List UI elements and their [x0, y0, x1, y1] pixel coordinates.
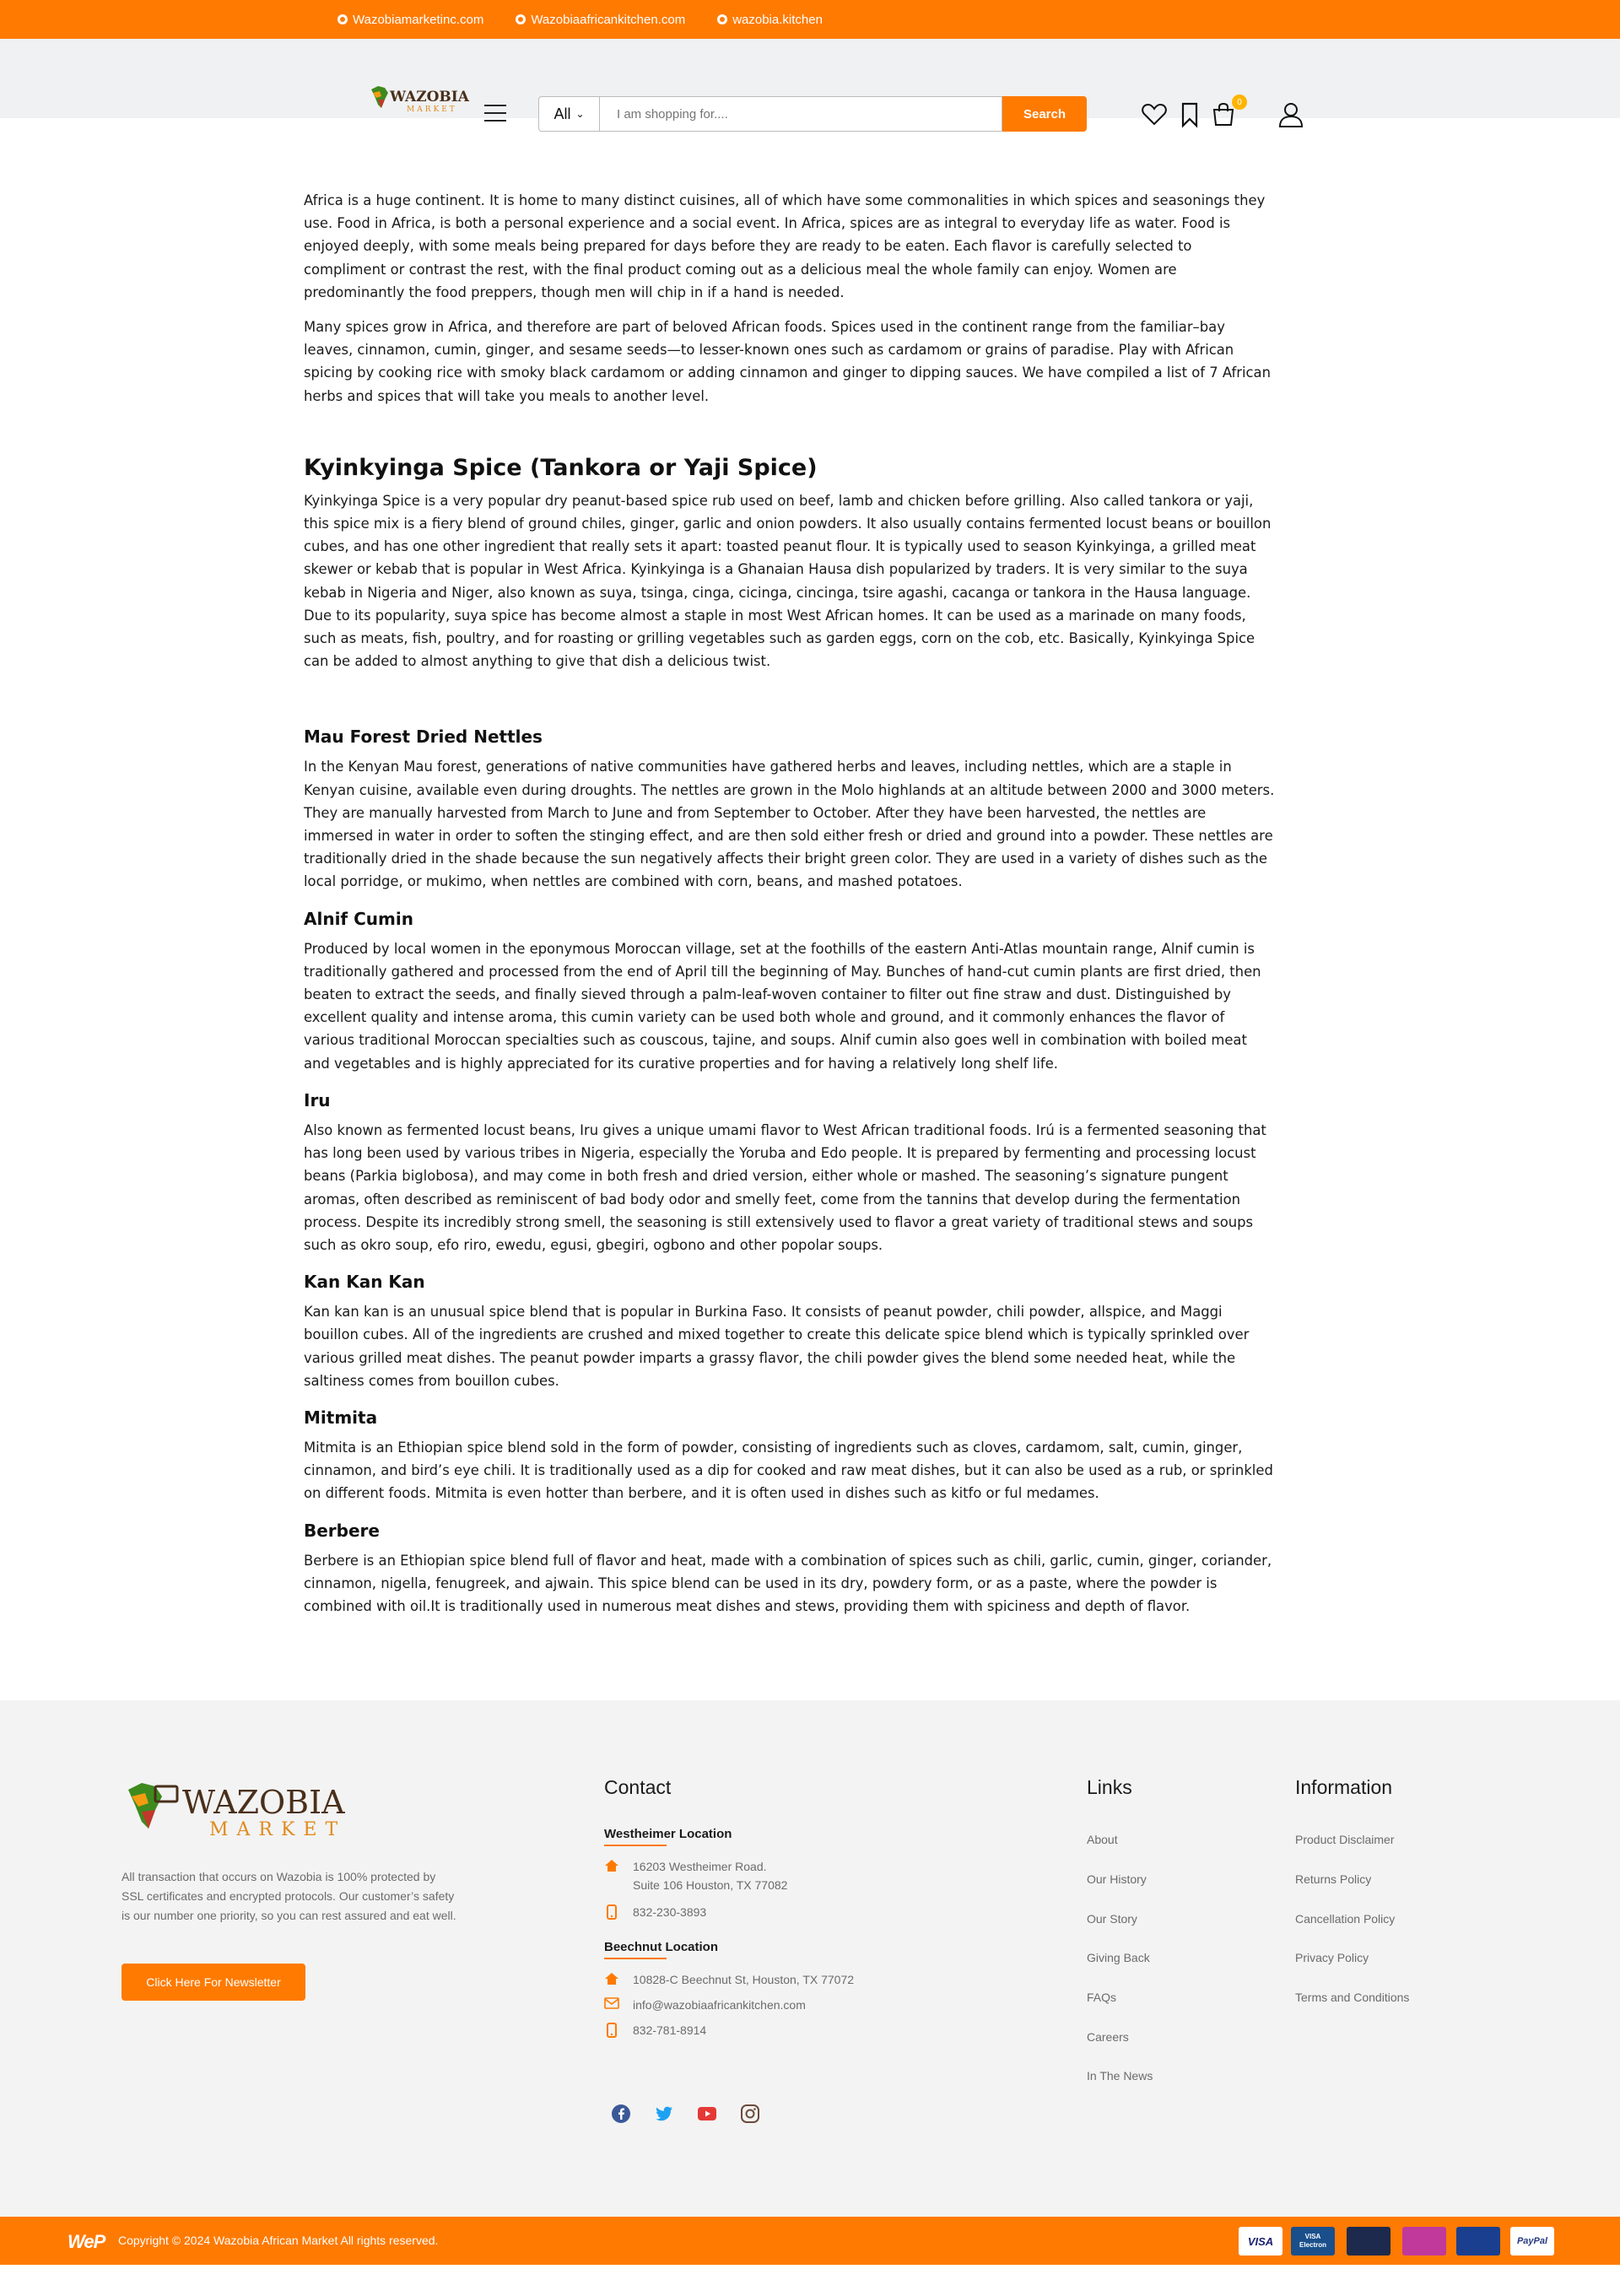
footer-link-product-disclaimer[interactable]: Product Disclaimer — [1295, 1833, 1395, 1847]
site-footer — [0, 1700, 1620, 2217]
twitter-icon[interactable] — [654, 2104, 674, 2124]
site-link-1[interactable]: Wazobiamarketinc.com — [338, 13, 483, 27]
wazobia-logo[interactable] — [368, 83, 486, 116]
top-bar — [0, 0, 1620, 39]
article — [304, 118, 1276, 1618]
home-icon — [604, 1970, 619, 1989]
email-link[interactable]: info@wazobiaafricankitchen.com — [604, 1996, 806, 2014]
main-heading: Kyinkyinga Spice (Tankora or Yaji Spice) — [304, 454, 818, 481]
phone-icon — [604, 1903, 619, 1921]
wep-logo: WeP — [68, 2231, 105, 2253]
westheimer-phone[interactable]: 832-230-3893 — [604, 1903, 706, 1921]
section-heading-mitmita: Mitmita — [304, 1407, 378, 1428]
mastercard-payment-icon — [1347, 2227, 1390, 2255]
section-heading-nettles: Mau Forest Dried Nettles — [304, 727, 543, 748]
paypal-payment-icon: PayPal — [1510, 2227, 1554, 2255]
svg-text:MARKET: MARKET — [407, 105, 457, 114]
kyinkyinga-paragraph: Kyinkyinga Spice is a very popular dry peanut-based spice rub used on beef, lamb and chicken before grilling. Also called tankora or yaji, this spice mix is a fiery blend of ground chiles, ginger, garlic and onion powders. It also usually contains fermented locust beans or bouillon cubes, and has one other ingredient that really sets it apart: toasted peanut flour. It is typically used to season Kyinkyinga, a grilled meat skewer or kebab that is popular in West Africa. Kyinkyinga is a Ghanaian Hausa dish popularized by traders. It is very similar to the suya kebab in Nigeria and Niger, also known as suya, tsinga, cinga, cicinga, cincinga, tsire agashi, cacanga or tankora in the Hausa language. Due to its popularity, suya spice has become almost a staple in most West African homes. It can be used as a marinade on many foods, such as meats, fish, poultry, and for roasting or grilling vegetables such as garden eggs, corn on the cob, etc. Basically, Kyinkyinga Spice can be added to almost anything to give that dish a delicious twist. — [304, 492, 1272, 670]
footer-link-privacy-policy[interactable]: Privacy Policy — [1295, 1951, 1369, 1965]
svg-text:MARKET: MARKET — [209, 1819, 347, 1841]
footer-link-careers[interactable]: Careers — [1087, 2030, 1129, 2045]
section-text-berbere: Berbere is an Ethiopian spice blend full of flavor and heat, made with a combination of spices such as chili, garlic, cumin, ginger, coriander, cinnamon, nigella, fenugreek, and ajwain. This spice blend can be used in its dry, powdery form, or as a paste, where the powder is combined with oil.It is traditionally used in numerous meat dishes and stews, providing them with spiciness and depth of flavor. — [304, 1552, 1272, 1614]
svg-text:WAZOBIA: WAZOBIA — [390, 89, 469, 105]
beechnut-phone[interactable]: 832-781-8914 — [604, 2021, 706, 2039]
youtube-icon[interactable] — [697, 2104, 717, 2124]
footer-link-about[interactable]: About — [1087, 1833, 1118, 1847]
section-heading-kan-kan-kan: Kan Kan Kan — [304, 1272, 425, 1293]
newsletter-button[interactable]: Click Here For Newsletter — [122, 1964, 305, 2001]
home-icon — [604, 1857, 619, 1894]
maestro-payment-icon — [1456, 2227, 1500, 2255]
footer-link-faqs[interactable]: FAQs — [1087, 1991, 1117, 2005]
site-header — [0, 39, 1620, 122]
phone-icon — [604, 2021, 619, 2039]
site-link-3[interactable]: wazobia.kitchen — [717, 13, 823, 27]
mail-icon — [604, 1996, 619, 2014]
globe-icon — [338, 14, 348, 24]
svg-text:WAZOBIA: WAZOBIA — [182, 1784, 345, 1822]
site-link-2[interactable]: Wazobiaafricankitchen.com — [516, 13, 685, 27]
footer-link-cancellation-policy[interactable]: Cancellation Policy — [1295, 1912, 1396, 1926]
section-text-alnif-cumin: Produced by local women in the eponymous Moroccan village, set at the foothills of the eastern Anti-Atlas mountain range, Alnif cumin is traditionally gathered and processed from the end of April till the beginning of May. Bunches of hand-cut cumin plants are first dried, then beaten to extract the seeds, and finally sieved through a palm-leaf-woven container to filter out fine straw and dust. Distinguished by excellent quality and intense aroma, this cumin variety can be used both whole and ground, and it commonly enhances the flavor of various traditional Moroccan specialties such as couscous, tajine, and soups. Alnif cumin also goes well in combination with boiled meat and vegetables and is highly appreciated for its curative properties and for having a relatively long shelf life. — [304, 940, 1261, 1072]
section-heading-iru: Iru — [304, 1089, 331, 1110]
visa-payment-icon: VISA — [1239, 2227, 1282, 2255]
maestro-pink-payment-icon — [1402, 2227, 1446, 2255]
intro-paragraph-2: Many spices grow in Africa, and therefore are part of beloved African foods. Spices used in the continent range from the familiar–bay leaves, cinnamon, cumin, ginger, and sesame seeds—to lesser-known ones such as cardamom or grains of paradise. Play with African spicing by cooking rice with smoky black cardamom or adding cinnamon and ginger to dipping sauces. We have compiled a list of 7 African herbs and spices that will take you meals to another level. — [304, 319, 1271, 404]
information-title: Information — [1295, 1776, 1393, 1799]
intro-paragraph-1: Africa is a huge continent. It is home to many distinct cuisines, all of which have some commonalities in which spices and seasonings they use. Food in Africa, is both a personal experience and a social event. In Africa, spices are as integral to everyday life as water. Food is enjoyed deeply, with some meals being prepared for days before they are ready to be eaten. Each flavor is carefully selected to compliment or contrast the rest, with the final product coming out as a delicious meal the whole family can enjoy. Women are predominantly the food preppers, though men will chip in if a hand is needed. — [304, 192, 1266, 300]
section-heading-berbere: Berbere — [304, 1520, 380, 1541]
links-title: Links — [1087, 1776, 1132, 1799]
visa-electron-payment-icon: VISA Electron — [1291, 2227, 1335, 2255]
beechnut-address: 10828-C Beechnut St, Houston, TX 77072 — [604, 1970, 854, 1989]
section-text-mitmita: Mitmita is an Ethiopian spice blend sold in the form of powder, consisting of ingredients such as cloves, cardamom, salt, cumin, ginger, cinnamon, and bird’s eye chili. It is traditionally used as a dip for cooked and raw meat dishes, but it can also be used as a rub, or sprinkled on different foods. Mitmita is even hotter than berbere, and it is often used in dishes such as kitfo or ful medames. — [304, 1439, 1273, 1502]
westheimer-location-title: Westheimer Location — [604, 1827, 732, 1846]
globe-icon — [516, 14, 526, 24]
section-text-nettles: In the Kenyan Mau forest, generations of native communities have gathered herbs and leaves, including nettles, which are a staple in Kenyan cuisine, available even during droughts. The nettles are grown in the Molo highlands at an altitude between 2000 and 3000 meters. They are manually harvested from March to June and from September to October. After they have been harvested, the nettles are immersed in water in order to soften the stinging effect, and are then sold either fresh or dried and ground into a powder. These nettles are traditionally dried in the shade because the sun negatively affects their bright green color. They are used in a variety of dishes such as the local porridge, or mukimo, when nettles are combined with corn, beans, and mashed potatoes. — [304, 759, 1275, 890]
chevron-down-icon: ⌄ — [575, 108, 585, 120]
footer-link-giving-back[interactable]: Giving Back — [1087, 1951, 1150, 1965]
instagram-icon[interactable] — [740, 2104, 760, 2124]
facebook-icon[interactable] — [611, 2104, 631, 2124]
footer-logo[interactable] — [122, 1776, 375, 1844]
footer-link-our-history[interactable]: Our History — [1087, 1872, 1147, 1887]
westheimer-address: 16203 Westheimer Road. Suite 106 Houston, TX 77082 — [604, 1857, 787, 1894]
contact-title: Contact — [604, 1776, 672, 1799]
globe-icon — [717, 14, 727, 24]
footer-link-terms[interactable]: Terms and Conditions — [1295, 1991, 1410, 2005]
cart-count-badge: 0 — [1232, 95, 1247, 110]
copyright-text: Copyright © 2024 Wazobia African Market All rights reserved. — [118, 2234, 439, 2248]
user-icon[interactable] — [1277, 101, 1304, 128]
section-text-iru: Also known as fermented locust beans, Iru gives a unique umami flavor to West African traditional foods. Irú is a fermented seasoning that has long been used by various tribes in Nigeria, especially the Yoruba and Edo people. It is prepared by fermenting and processing locust beans (Parkia biglobosa), and may come in both fresh and dried version, either whole or mashed. The seasoning’s signature pungent aromas, often described as reminiscent of bad body odor and smelly feet, come from the tannins that develop during the fermentation process. Despite its incredibly strong smell, the seasoning is still extensively used to flavor a great variety of traditional stews and soups such as okro soup, efo riro, ewedu, egusi, gbegiri, ogbono and other popolar soups. — [304, 1121, 1266, 1253]
footer-link-returns-policy[interactable]: Returns Policy — [1295, 1872, 1372, 1887]
footer-link-in-the-news[interactable]: In The News — [1087, 2069, 1153, 2083]
category-select[interactable]: All ⌄ — [538, 96, 599, 132]
bottom-bar — [0, 2217, 1620, 2265]
section-heading-alnif-cumin: Alnif Cumin — [304, 908, 413, 929]
footer-link-our-story[interactable]: Our Story — [1087, 1912, 1137, 1926]
search-button[interactable]: Search — [1002, 96, 1087, 132]
footer-about-text: All transaction that occurs on Wazobia is 100% protected by SSL certificates and encrypted protocols. Our customer’s safety is our number one priority, so you can rest assured and eat well. — [122, 1870, 456, 1923]
section-text-kan-kan-kan: Kan kan kan is an unusual spice blend that is popular in Burkina Faso. It consists of peanut powder, chili powder, allspice, and Maggi bouillon cubes. All of the ingredients are crushed and mixed together to create this delicate spice blend which is typically sprinkled over various grilled meat dishes. The peanut powder imparts a grassy flavor, the chili powder gives the blend some needed heat, while the saltiness comes from bouillon cubes. — [304, 1304, 1250, 1389]
beechnut-location-title: Beechnut Location — [604, 1940, 718, 1959]
